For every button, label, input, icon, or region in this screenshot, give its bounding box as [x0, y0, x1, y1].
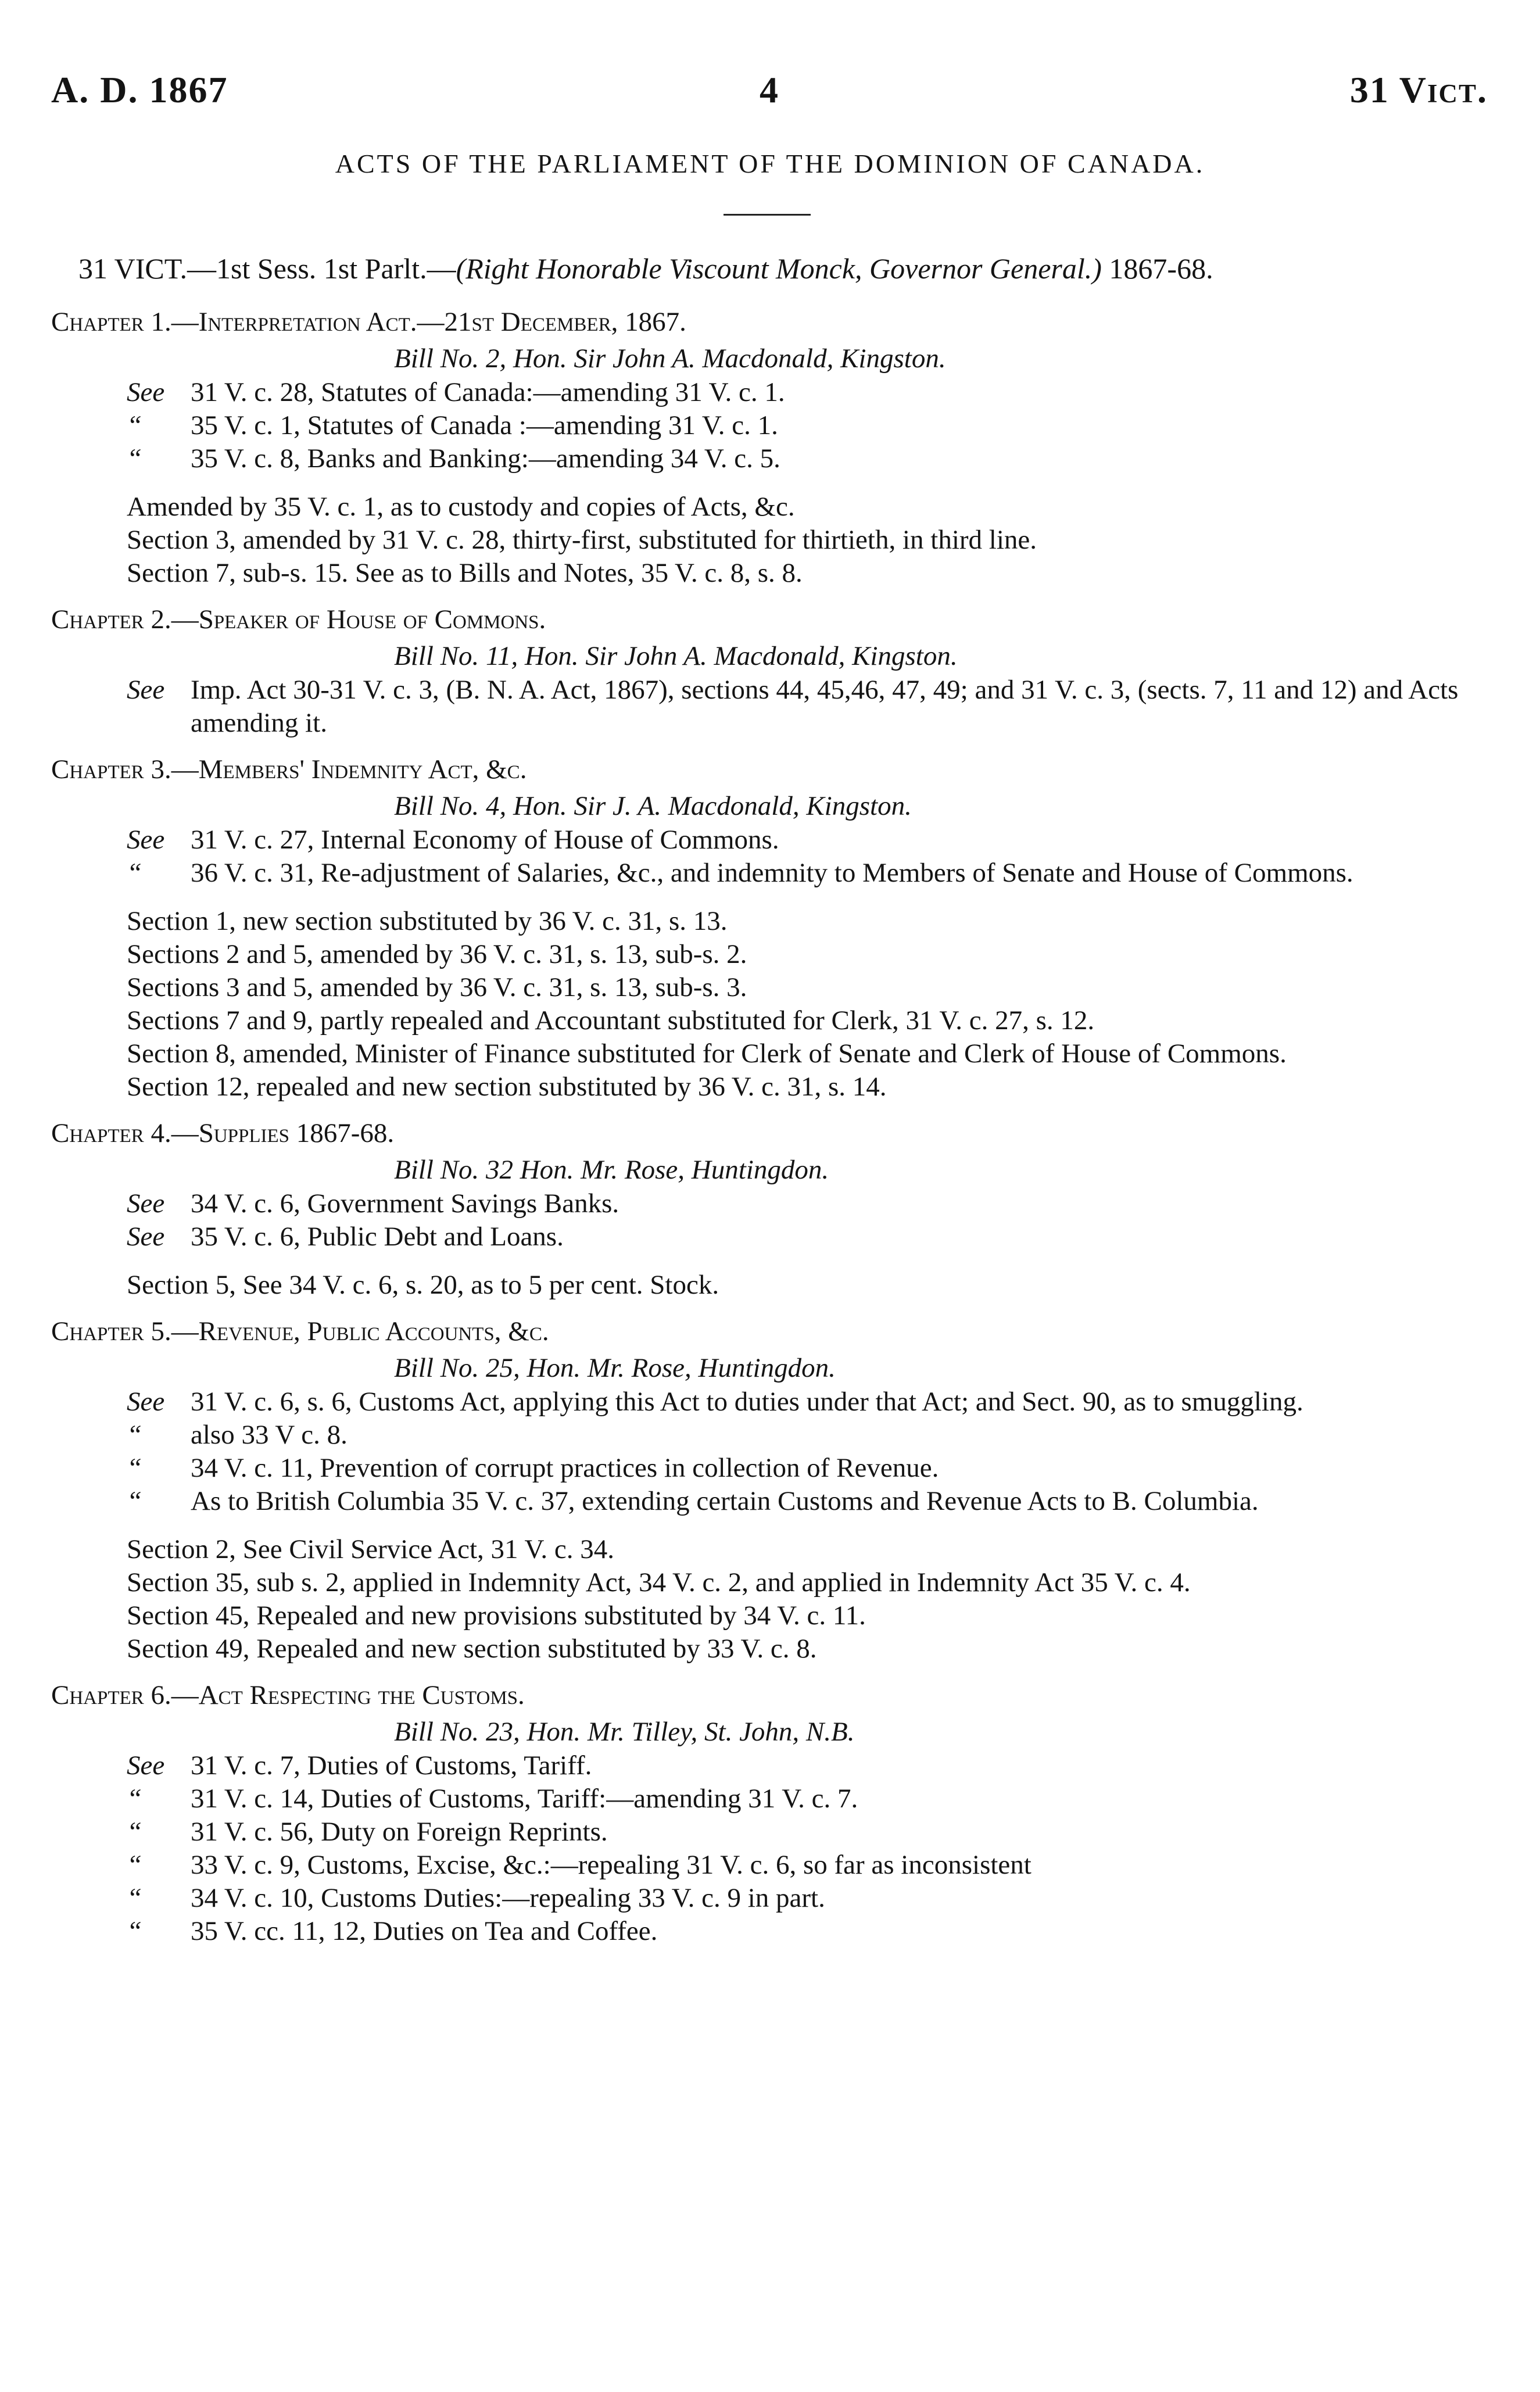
see-reference [127, 1782, 1498, 1816]
bill-reference: Bill No. 2, Hon. Sir John A. Macdonald, Kingston. [394, 343, 946, 374]
spacer [51, 1302, 1498, 1315]
spacer [51, 590, 1498, 603]
see-mark: “ [127, 1817, 142, 1847]
chapter-entry [51, 603, 1498, 740]
see-reference-text: also 33 V c. 8. [191, 1420, 348, 1450]
page-number: 4 [760, 69, 779, 110]
session-text: 31 VICT.—1st Sess. 1st Parlt.— [78, 252, 456, 285]
see-reference-text: 34 V. c. 11, Prevention of corrupt practices in collection of Revenue. [191, 1453, 939, 1483]
see-reference-text: 35 V. c. 6, Public Debt and Loans. [191, 1222, 564, 1252]
section-note: Sections 2 and 5, amended by 36 V. c. 31, s. 13, sub-s. 2. [127, 939, 747, 969]
bill-reference: Bill No. 11, Hon. Sir John A. Macdonald, Kingston. [394, 641, 958, 671]
section-note: Sections 7 and 9, partly repealed and Accountant substituted for Clerk, 31 V. c. 27, s. 12. [127, 1005, 1095, 1036]
see-mark: “ [127, 1453, 142, 1483]
see-reference [127, 1749, 1498, 1782]
section-note: Section 49, Repealed and new section substituted by 33 V. c. 8. [127, 1634, 817, 1664]
see-reference [127, 376, 1498, 409]
session-governor: (Right Honorable Viscount Monck, Governor General.) [456, 252, 1102, 285]
see-mark: See [127, 1188, 165, 1219]
spacer [51, 1104, 1498, 1116]
see-mark: “ [127, 1486, 142, 1516]
chapter-entry [51, 1678, 1498, 1948]
see-reference-text: Imp. Act 30-31 V. c. 3, (B. N. A. Act, 1867), sections 44, 45,46, 47, 49; and 31 V. c. 3, (sects. 7, 11 and 12) and Acts amending it. [191, 675, 1459, 738]
chapter-heading: Chapter 2.—Speaker of House of Commons. [51, 604, 546, 635]
bill-reference: Bill No. 23, Hon. Mr. Tilley, St. John, N.B. [394, 1717, 855, 1747]
section-note: Section 8, amended, Minister of Finance substituted for Clerk of Senate and Clerk of House of Commons. [127, 1039, 1287, 1069]
see-mark: See [127, 675, 165, 705]
see-reference-text: 31 V. c. 27, Internal Economy of House of Commons. [191, 825, 779, 855]
see-mark: “ [127, 1916, 142, 1946]
chapter-entry [51, 1116, 1498, 1302]
spacer [51, 1518, 1498, 1533]
see-reference [127, 1816, 1498, 1849]
see-reference [127, 409, 1498, 442]
chapter-entry [51, 1315, 1498, 1666]
see-mark: “ [127, 1883, 142, 1913]
see-mark: See [127, 1387, 165, 1417]
see-reference [127, 1419, 1498, 1452]
see-mark: “ [127, 1784, 142, 1814]
see-reference [127, 823, 1498, 857]
spacer [51, 740, 1498, 753]
see-mark: See [127, 1222, 165, 1252]
see-mark: See [127, 1750, 165, 1781]
section-note: Section 45, Repealed and new provisions substituted by 34 V. c. 11. [127, 1600, 866, 1631]
see-mark: “ [127, 858, 142, 888]
section-note: Section 7, sub-s. 15. See as to Bills and Notes, 35 V. c. 8, s. 8. [127, 558, 803, 588]
section-note: Section 5, See 34 V. c. 6, s. 20, as to 5 per cent. Stock. [127, 1270, 719, 1300]
spacer [51, 890, 1498, 905]
see-reference-text: 34 V. c. 10, Customs Duties:—repealing 33 V. c. 9 in part. [191, 1883, 825, 1913]
see-reference [127, 1485, 1498, 1518]
chapter-heading: Chapter 1.—Interpretation Act.—21st December, 1867. [51, 307, 686, 337]
see-mark: “ [127, 443, 142, 474]
see-reference [127, 1882, 1498, 1915]
see-reference-text: 31 V. c. 28, Statutes of Canada:—amending 31 V. c. 1. [191, 377, 785, 407]
see-reference-text: 34 V. c. 6, Government Savings Banks. [191, 1188, 619, 1219]
title-rule [724, 214, 811, 216]
see-reference [127, 857, 1498, 890]
running-header [51, 69, 1488, 121]
section-note: Amended by 35 V. c. 1, as to custody and copies of Acts, &c. [127, 492, 795, 522]
see-reference-text: 36 V. c. 31, Re-adjustment of Salaries, &c., and indemnity to Members of Senate and House of Commons. [191, 858, 1353, 888]
see-reference-text: 35 V. c. 1, Statutes of Canada :—amending 31 V. c. 1. [191, 410, 778, 441]
bill-reference: Bill No. 4, Hon. Sir J. A. Macdonald, Kingston. [394, 791, 912, 821]
header-year: A. D. 1867 [51, 69, 228, 110]
see-reference [127, 674, 1498, 740]
see-reference-text: 31 V. c. 14, Duties of Customs, Tariff:—amending 31 V. c. 7. [191, 1784, 858, 1814]
chapter-heading: Chapter 3.—Members' Indemnity Act, &c. [51, 754, 527, 785]
see-mark: See [127, 825, 165, 855]
chapter-list [51, 305, 1498, 1948]
bill-reference: Bill No. 32 Hon. Mr. Rose, Huntingdon. [394, 1155, 829, 1185]
see-reference-text: 31 V. c. 56, Duty on Foreign Reprints. [191, 1817, 608, 1847]
section-note: Section 3, amended by 31 V. c. 28, thirty-first, substituted for thirtieth, in third line. [127, 525, 1037, 555]
see-mark: “ [127, 1420, 142, 1450]
session-years: 1867-68. [1101, 252, 1213, 285]
see-reference [127, 1915, 1498, 1948]
see-reference-text: 35 V. c. 8, Banks and Banking:—amending 34 V. c. 5. [191, 443, 780, 474]
header-regnal-year: 31 Vict. [1349, 69, 1488, 110]
see-reference-text: 33 V. c. 9, Customs, Excise, &c.:—repealing 31 V. c. 6, so far as inconsistent [191, 1850, 1032, 1880]
see-reference-text: As to British Columbia 35 V. c. 37, extending certain Customs and Revenue Acts to B. Columbia. [191, 1486, 1259, 1516]
session-line [78, 252, 1488, 285]
chapter-heading: Chapter 5.—Revenue, Public Accounts, &c. [51, 1316, 549, 1347]
spacer [51, 1254, 1498, 1269]
spacer [51, 475, 1498, 490]
section-note: Section 2, See Civil Service Act, 31 V. c. 34. [127, 1534, 614, 1564]
chapter-heading: Chapter 6.—Act Respecting the Customs. [51, 1680, 525, 1710]
see-reference [127, 442, 1498, 475]
see-mark: “ [127, 410, 142, 441]
spacer [51, 1666, 1498, 1678]
chapter-entry [51, 753, 1498, 1104]
bill-reference: Bill No. 25, Hon. Mr. Rose, Huntingdon. [394, 1353, 836, 1383]
see-reference-text: 31 V. c. 6, s. 6, Customs Act, applying this Act to duties under that Act; and Sect. 90, as to smuggling. [191, 1387, 1303, 1417]
see-reference [127, 1849, 1498, 1882]
see-reference-text: 31 V. c. 7, Duties of Customs, Tariff. [191, 1750, 592, 1781]
section-note: Section 35, sub s. 2, applied in Indemnity Act, 34 V. c. 2, and applied in Indemnity Act 35 V. c. 4. [127, 1567, 1191, 1598]
page-title: ACTS OF THE PARLIAMENT OF THE DOMINION OF CANADA. [335, 149, 1205, 178]
see-reference [127, 1385, 1498, 1419]
see-reference-text: 35 V. cc. 11, 12, Duties on Tea and Coffee. [191, 1916, 658, 1946]
section-note: Section 1, new section substituted by 36 V. c. 31, s. 13. [127, 906, 728, 936]
section-note: Sections 3 and 5, amended by 36 V. c. 31, s. 13, sub-s. 3. [127, 972, 747, 1002]
see-mark: See [127, 377, 165, 407]
see-reference [127, 1452, 1498, 1485]
section-note: Section 12, repealed and new section substituted by 36 V. c. 31, s. 14. [127, 1072, 887, 1102]
see-reference [127, 1220, 1498, 1254]
see-reference [127, 1187, 1498, 1220]
see-mark: “ [127, 1850, 142, 1880]
chapter-heading: Chapter 4.—Supplies 1867-68. [51, 1118, 395, 1148]
chapter-entry [51, 305, 1498, 590]
